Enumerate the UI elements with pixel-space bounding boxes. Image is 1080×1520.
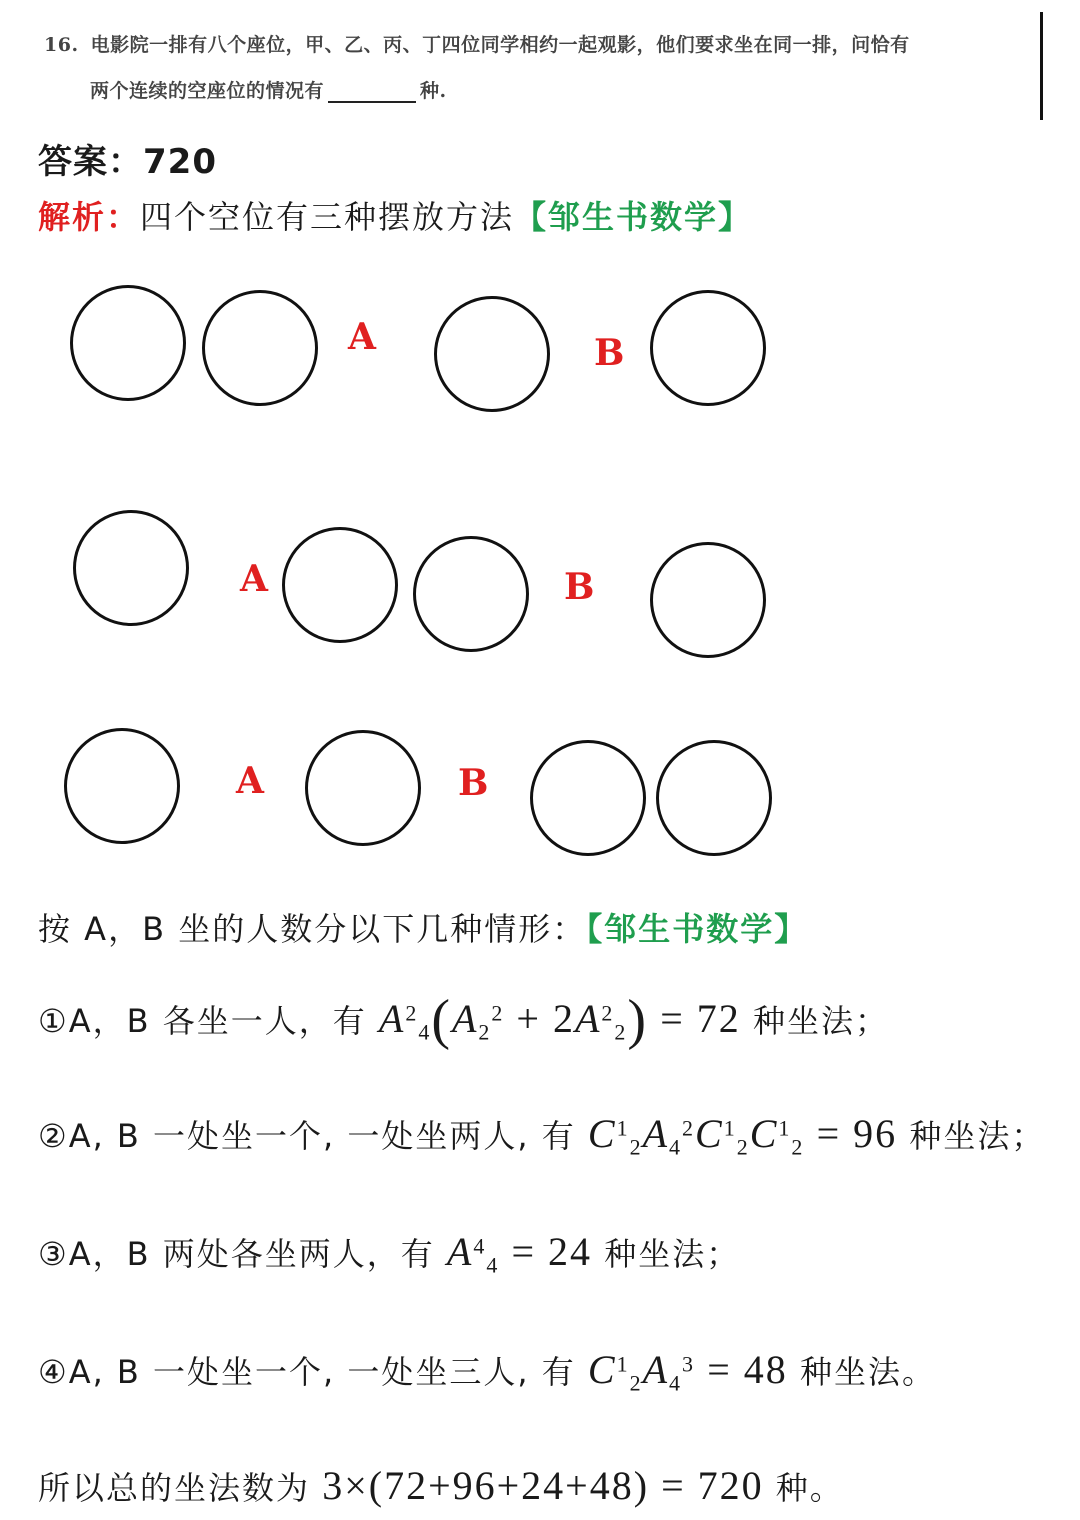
seat-circle [70, 285, 186, 401]
case-1-result: = 72 [660, 996, 741, 1041]
mark-b: B [594, 332, 625, 374]
conclusion [38, 1462, 844, 1509]
seat-circle [413, 536, 529, 652]
case-1 [38, 988, 889, 1052]
seat-circle [434, 296, 550, 412]
case-1-prefix: ①A，B 各坐一人，有 [38, 1002, 367, 1040]
seat-circle [282, 527, 398, 643]
cases-intro [38, 904, 808, 950]
case-1-suffix: 种坐法； [752, 1002, 889, 1040]
mark-a: A [348, 316, 376, 358]
case-2 [38, 1110, 1046, 1160]
question-line-1 [44, 30, 910, 57]
conclusion-formula: 3×(72+96+24+48) = 720 [322, 1463, 764, 1508]
case-4-formula: $C^1_2A_4^3$ [587, 1347, 696, 1396]
case-3-prefix: ③A，B 两处各坐两人，有 [38, 1235, 435, 1273]
seat-circle [530, 740, 646, 856]
case-3 [38, 1228, 741, 1278]
mark-b: B [458, 762, 489, 804]
case-3-formula: $A^4_4$ [446, 1229, 500, 1278]
cases-intro-brand: 【邹生书数学】 [586, 910, 809, 948]
case-2-prefix: ②A, B 一处坐一个, 一处坐两人, 有 [38, 1117, 576, 1155]
question-text-1: 电影院一排有八个座位，甲、乙、丙、丁四位同学相约一起观影，他们要求坐在同一排，问恰有 [90, 34, 910, 56]
answer-value: 720 [143, 142, 217, 182]
case-2-result: = 96 [816, 1111, 898, 1156]
case-1-formula: $A^2_4(A_2^2 + 2A^2_2)$ [378, 989, 649, 1051]
seat-circle [656, 740, 772, 856]
case-2-suffix: 种坐法； [909, 1117, 1046, 1155]
seat-circle [202, 290, 318, 406]
answer-line [38, 134, 217, 183]
answer-blank [328, 83, 416, 103]
case-3-suffix: 种坐法； [604, 1235, 741, 1273]
cases-intro-text: 按 A，B 坐的人数分以下几种情形： [38, 910, 587, 948]
seat-circle [73, 510, 189, 626]
mark-a: A [240, 558, 268, 600]
question-line-2 [90, 76, 447, 103]
mark-b: B [564, 566, 595, 608]
question-text-2: 两个连续的空座位的情况有 [90, 80, 325, 102]
mark-a: A [236, 760, 264, 802]
vertical-divider [1040, 12, 1043, 120]
conclusion-prefix: 所以总的坐法数为 [38, 1469, 311, 1507]
analysis-label: 解析： [38, 198, 141, 236]
conclusion-suffix: 种。 [775, 1469, 844, 1507]
case-4-suffix: 种坐法。 [799, 1353, 936, 1391]
case-2-formula: $C^1_2A_4^2C^1_2C^1_2$ [587, 1111, 805, 1160]
answer-label: 答案： [38, 142, 143, 182]
case-4 [38, 1346, 936, 1396]
question-number: 16. [44, 34, 79, 56]
case-4-result: = 48 [707, 1347, 788, 1392]
case-4-prefix: ④A, B 一处坐一个, 一处坐三人, 有 [38, 1353, 576, 1391]
analysis-line [38, 192, 752, 238]
seat-circle [650, 290, 766, 406]
analysis-text: 四个空位有三种摆放方法 [140, 198, 515, 236]
seat-circle [305, 730, 421, 846]
seat-circle [64, 728, 180, 844]
case-3-result: = 24 [511, 1229, 593, 1274]
seat-circle [650, 542, 766, 658]
question-text-3: 种. [420, 80, 447, 102]
analysis-brand: 【邹生书数学】 [514, 198, 753, 236]
